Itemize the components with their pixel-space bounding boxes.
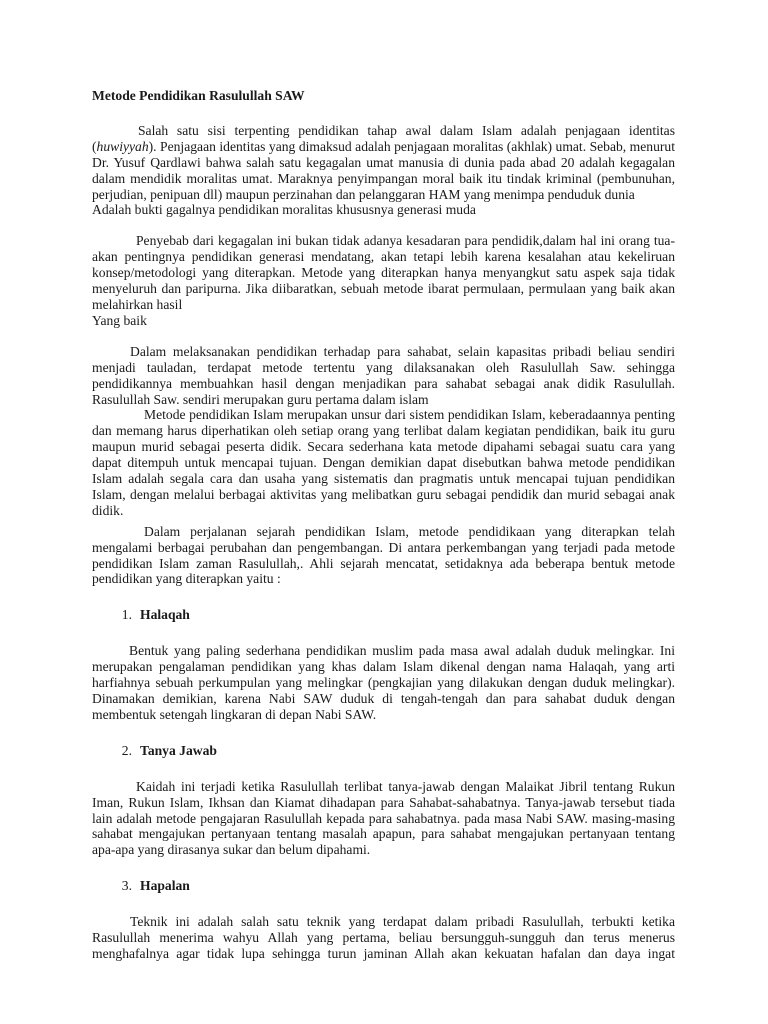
- intro-p1-italic-term: huwiyyah: [96, 138, 149, 154]
- section-heading-halaqah: [92, 607, 675, 623]
- section-number: 1.: [121, 607, 132, 623]
- document-body: [92, 88, 675, 962]
- section-heading-text: Tanya Jawab: [140, 742, 217, 758]
- intro-paragraph-3: Dalam melaksanakan pendidikan terhadap para sahabat, selain kapasitas pribadi beliau sendiri menjadi tauladan, terdapat metode tertentu yang dilaksanakan oleh Rasulullah Saw. sehingga pendidikannya membuahkan hasil dengan menjadikan para sahabat sebagai anak didik Rasulullah. Rasulullah Saw. sendiri merupakan guru pertama dalam islam: [92, 343, 675, 407]
- document-title: Metode Pendidikan Rasulullah SAW: [92, 88, 305, 103]
- section-body-hapalan: Teknik ini adalah salah satu teknik yang terdapat dalam pribadi Rasulullah, terbukti ketika Rasulullah menerima wahyu Allah yang pertama, beliau bersungguh-sungguh dan terus menerus menghafalnya agar tidak lupa sehingga turun jaminan Allah akan kekuatan hafalan dan daya ingat: [92, 914, 675, 961]
- section-heading-text: Halaqah: [140, 607, 190, 623]
- intro-paragraph-2: Penyebab dari kegagalan ini bukan tidak adanya kesadaran para pendidik,dalam hal ini orang tua-akan pentingnya pendidikan generasi mendatang, akan tetapi lebih karena kesalahan atau kekeliruan konsep/metodologi yang diterapkan. Metode yang diterapkan hanya menyangkut satu aspek saja tidak menyeluruh dan paripurna. Jika diibaratkan, sebuah metode ibarat permulaan, permulaan yang baik akan melahirkan hasil: [92, 233, 675, 312]
- section-body-halaqah: Bentuk yang paling sederhana pendidikan muslim pada masa awal adalah duduk melingkar. Ini merupakan pengalaman pendidikan yang khas dalam Islam dikenal dengan nama Halaqah, yang arti harfiahnya sebuah perkumpulan yang melingkar (pengkajian yang dilakukan dengan duduk melingkar). Dinamakan demikian, karena Nabi SAW duduk di tengah-tengah dan para sahabat duduk dengan membentuk setengah lingkaran di depan Nabi SAW.: [92, 643, 675, 722]
- intro-paragraph-1-continuation: Adalah bukti gagalnya pendidikan moralitas khususnya generasi muda: [92, 202, 476, 218]
- section-body-tanya-jawab: Kaidah ini terjadi ketika Rasulullah terlibat tanya-jawab dengan Malaikat Jibril tentang Rukun Iman, Rukun Islam, Ikhsan dan Kiamat dihadapan para Sahabat-sahabatnya. Tanya-jawab tersebut tiada lain adalah metode pengajaran Rasulullah kepada para sahabatnya. pada masa Nabi SAW. masing-masing sahabat mengajukan pertanyaan tentang masalah apapun, para sahabat mengajukan pertanyaan tentang apa-apa yang dirasanya sukar dan belum dipahami.: [92, 778, 675, 858]
- section-heading-tanya-jawab: [92, 743, 675, 759]
- section-number: 3.: [121, 878, 132, 894]
- intro-p1-text-a: Salah satu sisi terpenting pendidikan tahap awal dalam Islam adalah penjagaan identitas (: [92, 122, 675, 154]
- section-number: 2.: [121, 742, 132, 758]
- section-heading-text: Hapalan: [140, 878, 190, 894]
- intro-p1-text-b: ). Penjagaan identitas yang dimaksud adalah penjagaan moralitas (akhlak) umat. Sebab, menurut Dr. Yusuf Qardlawi bahwa salah satu kegagalan umat manusia di dunia pada abad 20 adalah kegagalan dalam mendidik moralitas umat. Maraknya penyimpangan moral baik itu tindak kriminal (pembunuhan, perjudian, penipuan dll) maupun perzinahan dan pelanggaran HAM yang menimpa penduduk dunia: [92, 138, 675, 202]
- intro-paragraph-4: Metode pendidikan Islam merupakan unsur dari sistem pendidikan Islam, keberadaannya penting dan memang harus diperhatikan oleh setiap orang yang terlibat dalam kegiatan pendidikan, baik itu guru maupun murid sebagai peserta didik. Secara sederhana kata metode dipahami sebagai suatu cara yang dapat ditempuh untuk mencapai tujuan. Dengan demikian dapat disebutkan bahwa metode pendidikan Islam adalah segala cara dan usaha yang sistematis dan pragmatis untuk mencapai tujuan pendidikan Islam, dengan melalui berbagai aktivitas yang melibatkan guru sebagai pendidik dan murid sebagai anak didik.: [92, 407, 675, 518]
- intro-paragraph-1: [92, 123, 675, 203]
- intro-paragraph-5: Dalam perjalanan sejarah pendidikan Islam, metode pendidikaan yang diterapkan telah mengalami berbagai perubahan dan pengembangan. Di antara perkembangan yang terjadi pada metode pendidikan Islam zaman Rasulullah,. Ahli sejarah mencatat, setidaknya ada beberapa bentuk metode pendidikan yang diterapkan yaitu :: [92, 523, 675, 587]
- section-heading-hapalan: [92, 878, 675, 894]
- intro-paragraph-2-continuation: Yang baik: [92, 312, 147, 328]
